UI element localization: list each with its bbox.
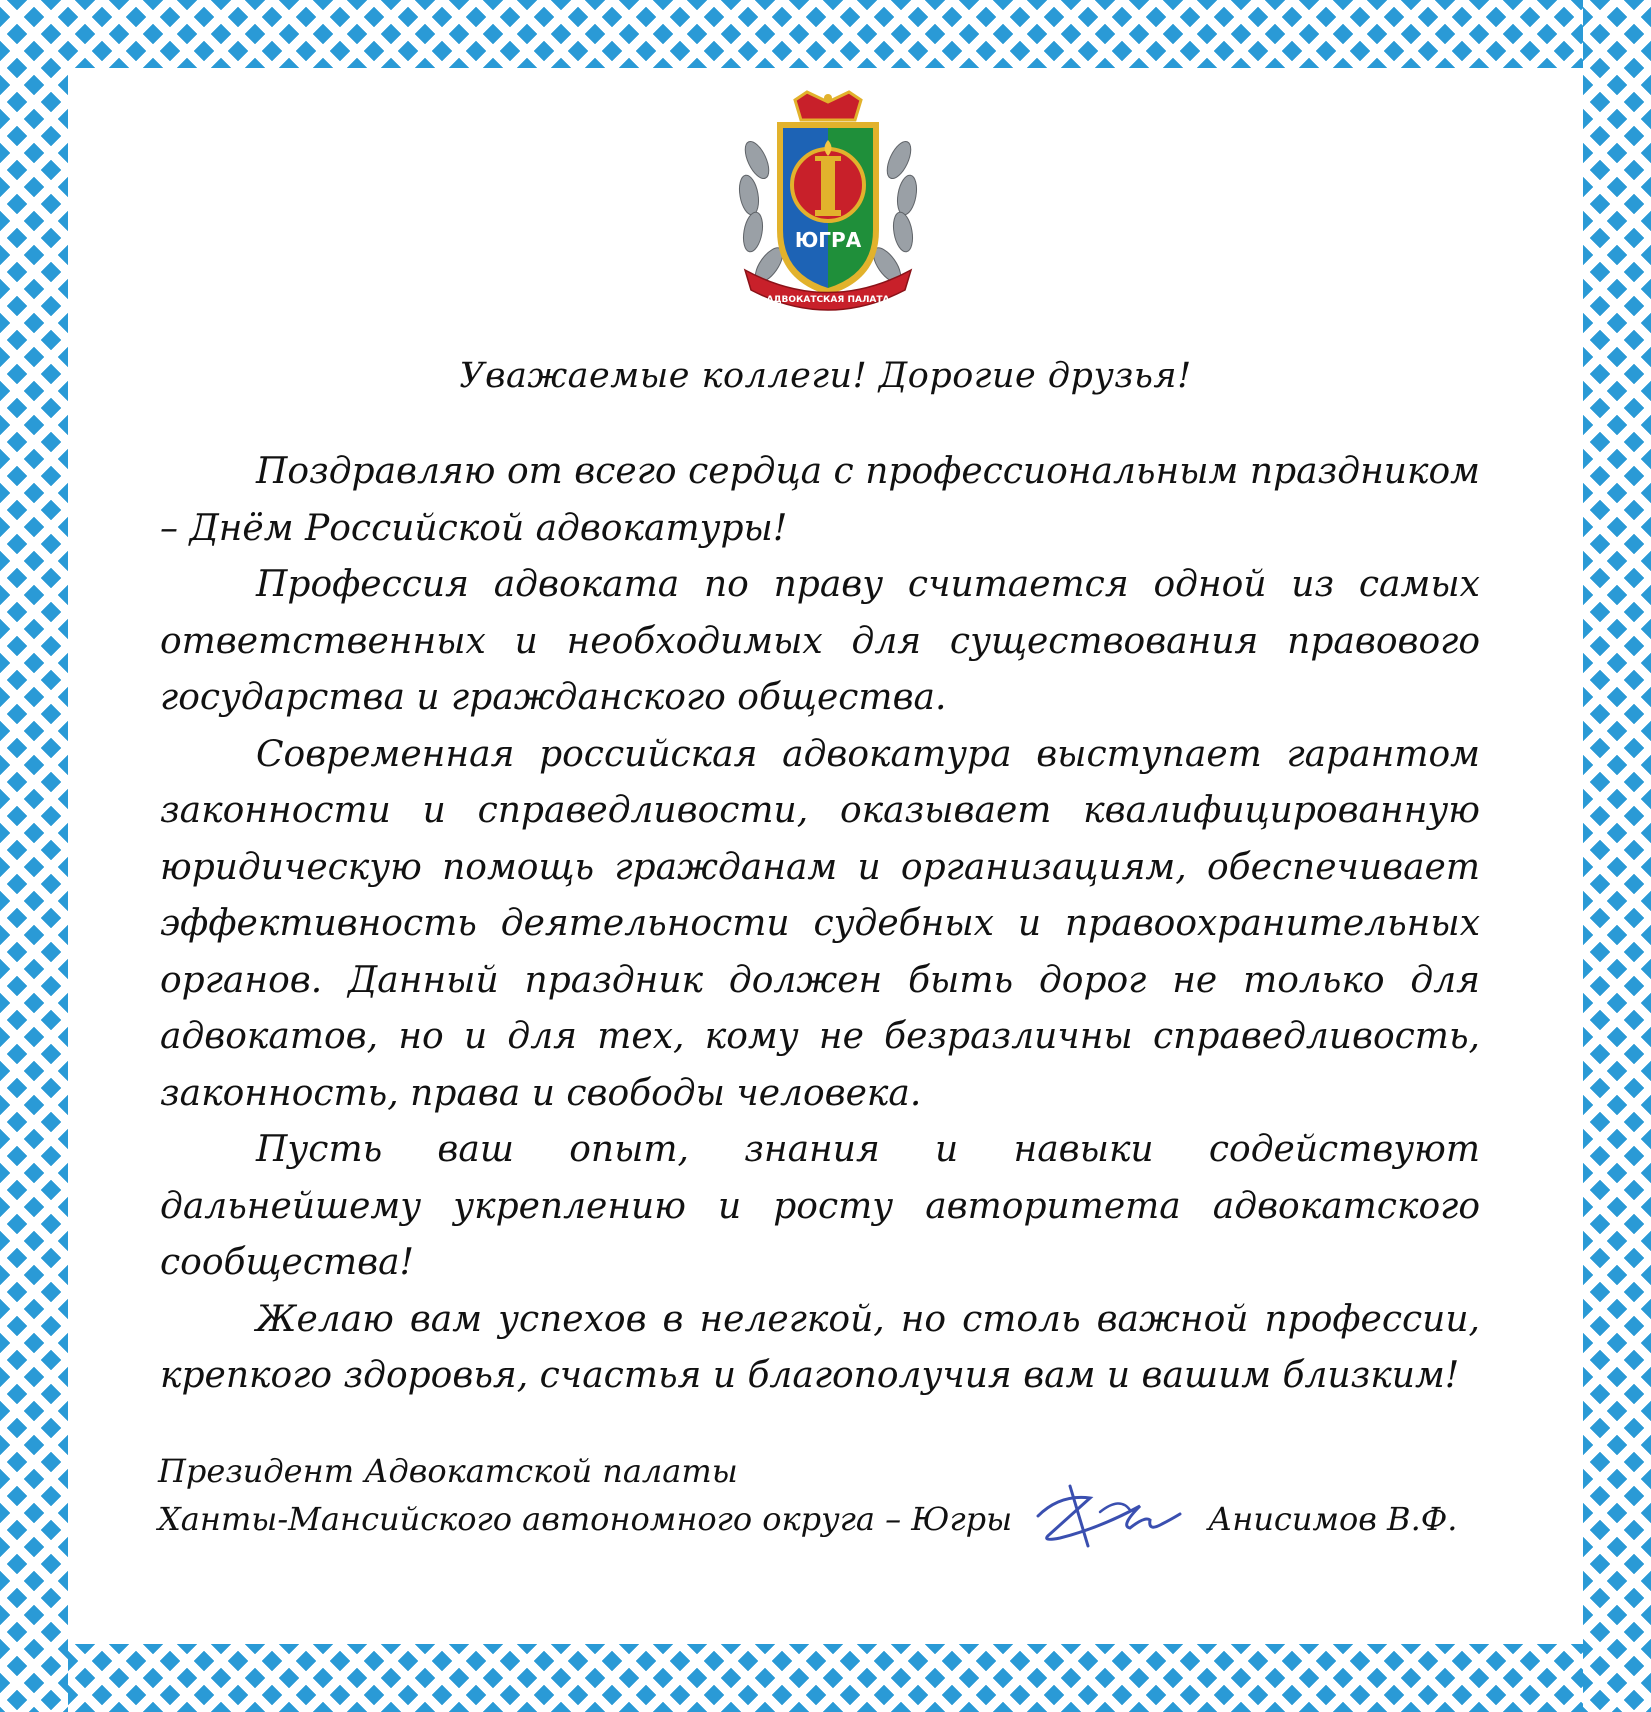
ribbon-text: АДВОКАТСКАЯ ПАЛАТА [766, 295, 890, 305]
handwritten-signature [1030, 1476, 1190, 1556]
ornamental-border-top [0, 0, 1651, 68]
paragraph: Желаю вам успехов в нелегкой, но столь важной профессии, крепкого здоровья, счастья и благополучия вам и вашим близким! [160, 1298, 1480, 1396]
ornamental-border-left [0, 0, 68, 1712]
bar-association-emblem [735, 90, 921, 320]
shield-icon [777, 122, 879, 295]
paragraph: Современная российская адвокатура выступает гарантом законности и справедливости, оказывает квалифицированную юридическую помощь гражданам и организациям, обеспечивает эффективность деятельности судебных и правоохранительных органов. Данный праздник должен быть дорог не только для адвокатов, но и для тех, кому не безразличны справедливость, законность, права и свободы человека. [160, 733, 1480, 1114]
paragraph: Профессия адвоката по праву считается одной из самых ответственных и необходимых для существования правового государства и гражданского общества. [160, 564, 1480, 718]
shield-text: ЮГРА [794, 228, 862, 252]
greeting-heading: Уважаемые коллеги! Дорогие друзья! [459, 356, 1192, 396]
signatory-title-line-1: Президент Адвокатской палаты [158, 1452, 738, 1490]
ornamental-border-bottom [0, 1644, 1651, 1712]
paragraph: Пусть ваш опыт, знания и навыки содействуют дальнейшему укреплению и росту авторитета адвокатского сообщества! [160, 1129, 1480, 1283]
crown-icon [795, 92, 861, 120]
ornamental-border-right [1583, 0, 1651, 1712]
signatory-title-line-2: Ханты-Мансийского автономного округа – Югры [158, 1500, 1013, 1538]
letter-body [160, 444, 1480, 1405]
paragraph: Поздравляю от всего сердца с профессиональным праздником – Днём Российской адвокатуры! [160, 451, 1480, 549]
signatory-name: Анисимов В.Ф. [1208, 1500, 1458, 1538]
